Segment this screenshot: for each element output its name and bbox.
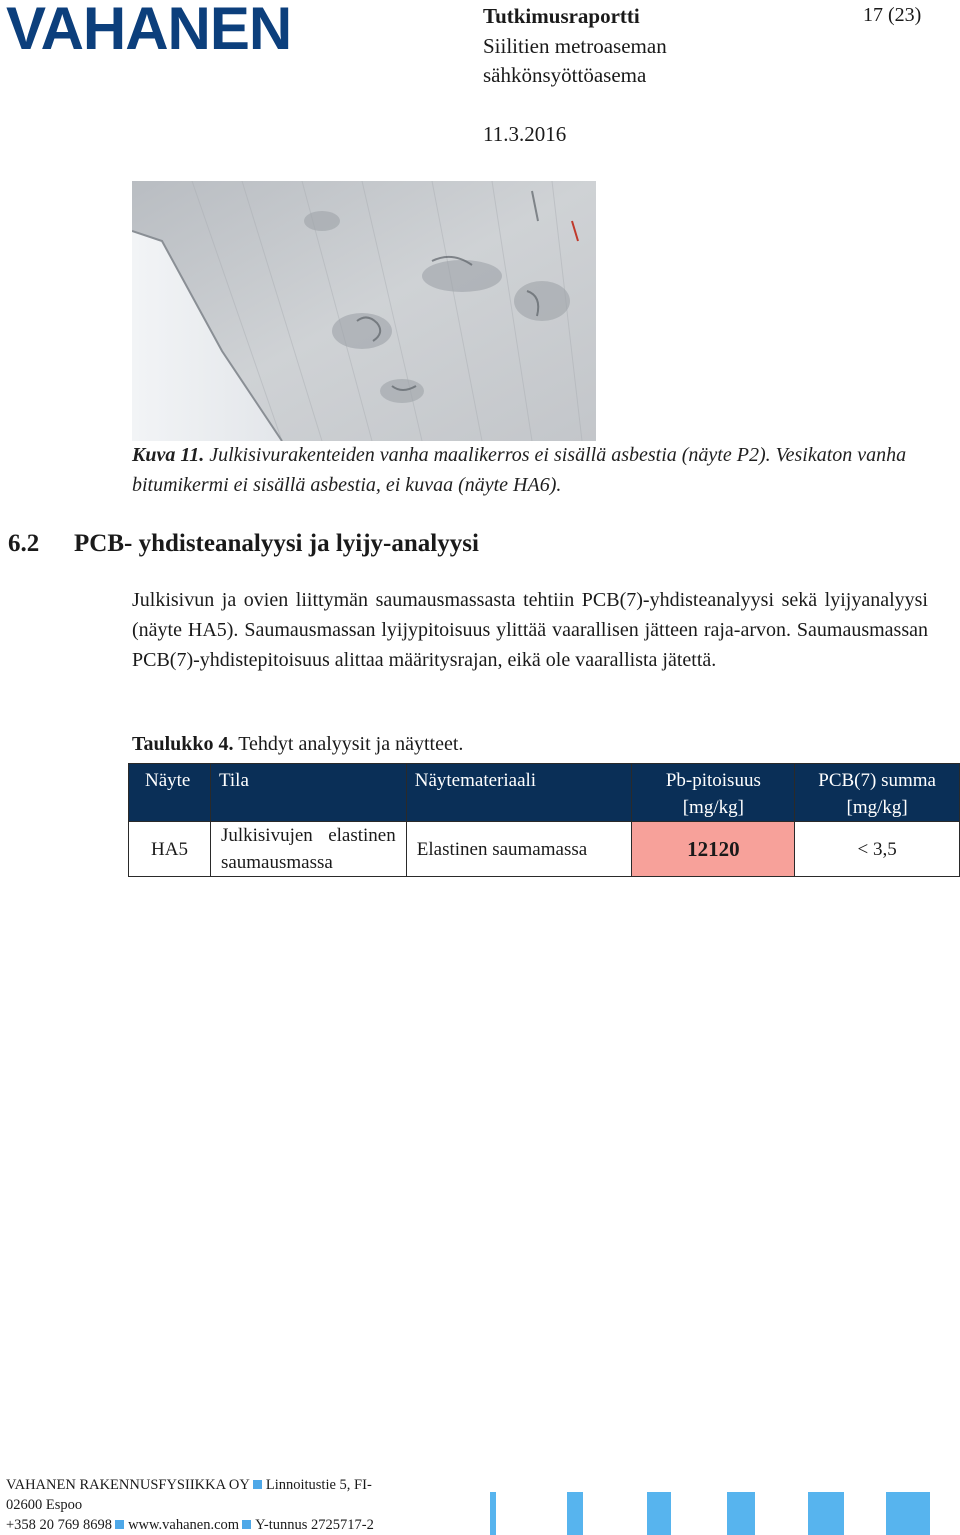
footer-line-1 — [6, 1475, 372, 1495]
figure-caption-text: Julkisivurakenteiden vanha maalikerros ei sisällä asbestia (näyte P2). Vesikaton vanha bitumikermi ei sisällä asbestia, ei kuvaa (näyte HA6). — [132, 444, 907, 496]
subject-line-2: sähkönsyöttöasema — [483, 63, 647, 87]
table-header-row — [129, 764, 960, 822]
section-heading — [8, 530, 479, 558]
decor-bar — [886, 1492, 930, 1535]
footer-address: Linnoitustie 5, FI- — [265, 1477, 372, 1493]
footer-web: www.vahanen.com — [128, 1517, 240, 1533]
figure-caption-label: Kuva 11. — [132, 444, 205, 466]
company-logo: VAHANEN — [6, 0, 292, 62]
footer-line-3 — [6, 1515, 374, 1535]
footer-decoration — [490, 1492, 940, 1535]
decor-bar — [808, 1492, 844, 1535]
table-caption — [132, 733, 463, 756]
figure-caption — [132, 440, 928, 500]
section-title: PCB- yhdisteanalyysi ja lyijy-analyysi — [74, 530, 479, 557]
page-number: 17 (23) — [863, 4, 922, 26]
square-bullet-icon — [115, 1520, 124, 1529]
facade-photo-image — [132, 181, 596, 441]
cell-pb-value: 12120 — [632, 822, 795, 877]
header-pcb: PCB(7) summa [mg/kg] — [795, 764, 960, 822]
analysis-table — [128, 763, 960, 877]
cell-pcb-value: < 3,5 — [795, 822, 960, 877]
square-bullet-icon — [242, 1520, 251, 1529]
subject-line-1: Siilitien metroaseman — [483, 34, 667, 58]
table-row — [129, 822, 960, 877]
footer-company: VAHANEN RAKENNUSFYSIIKKA OY — [6, 1477, 250, 1493]
header-pb: Pb-pitoisuus [mg/kg] — [632, 764, 795, 822]
cell-material: Elastinen saumamassa — [406, 822, 632, 877]
decor-bar — [490, 1492, 496, 1535]
table-caption-label: Taulukko 4. — [132, 733, 234, 755]
document-date: 11.3.2016 — [483, 122, 567, 146]
footer-business-id: Y-tunnus 2725717-2 — [255, 1517, 374, 1533]
footer-phone: +358 20 769 8698 — [6, 1517, 113, 1533]
body-paragraph: Julkisivun ja ovien liittymän saumausmassasta tehtiin PCB(7)-yhdisteanalyysi sekä lyijyanalyysi (näyte HA5). Saumausmassan lyijypitoisuus ylittää vaarallisen jätteen raja-arvon. Saumausmassan PCB(7)-yhdistepitoisuus alittaa määritysrajan, eikä ole vaarallista jätettä. — [132, 589, 928, 671]
section-number: 6.2 — [8, 530, 40, 557]
decor-bar — [727, 1492, 755, 1535]
decor-bar — [647, 1492, 671, 1535]
decor-bar — [567, 1492, 583, 1535]
header-sample: Näyte — [129, 764, 211, 822]
cell-sample: HA5 — [129, 822, 211, 877]
table-caption-text: Tehdyt analyysit ja näytteet. — [238, 733, 464, 755]
facade-photo — [132, 181, 596, 441]
cell-location: Julkisivujen elastinen saumausmassa — [210, 822, 406, 877]
header-location: Tila — [210, 764, 406, 822]
header-material: Näytemateriaali — [406, 764, 632, 822]
footer-line-2: 02600 Espoo — [6, 1497, 83, 1513]
document-type: Tutkimusraportti — [483, 4, 640, 28]
square-bullet-icon — [253, 1480, 262, 1489]
